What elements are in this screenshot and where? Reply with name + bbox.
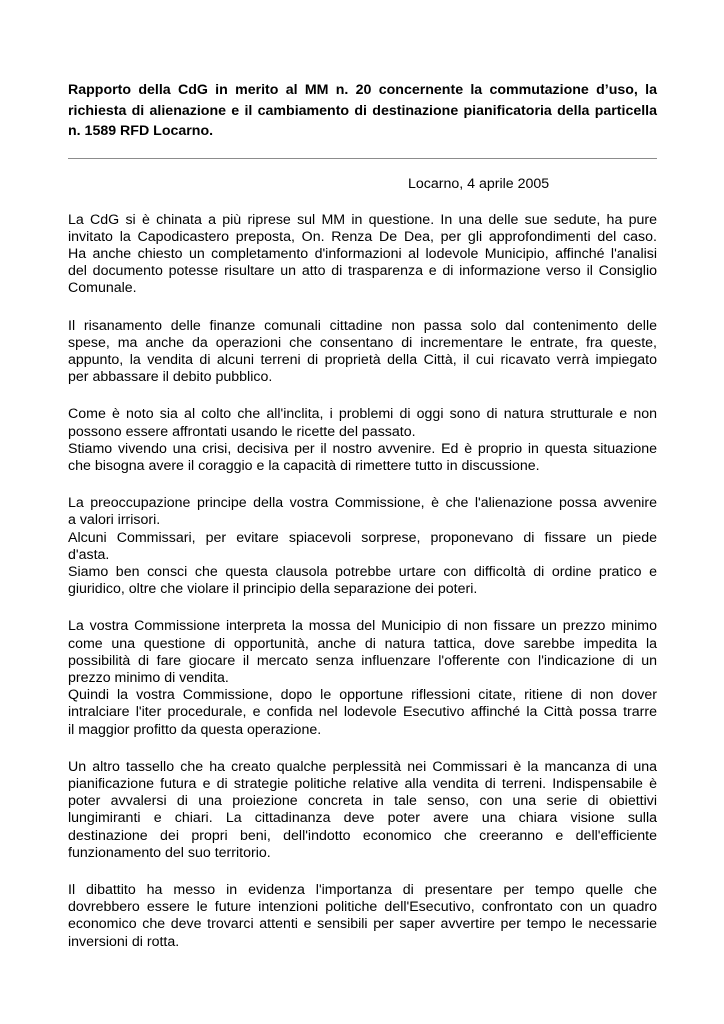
paragraph: [68, 495, 657, 598]
document-date: Locarno, 4 aprile 2005: [408, 175, 550, 192]
paragraph-line: d'asta.: [68, 546, 110, 563]
paragraph-line: Quindi la vostra Commissione, dopo le opportune riflessioni citate, ritiene di non dover: [68, 687, 657, 704]
paragraph-line: appunto, la vendita di alcuni terreni di proprietà della Città, il cui ricavato verrà impiegato: [68, 351, 657, 368]
paragraph-line: destinazione dei propri beni, dell'indotto economico che creeranno e dell'efficiente: [68, 827, 657, 844]
paragraph-line: giuridico, oltre che violare il principio della separazione dei poteri.: [68, 581, 478, 598]
paragraph-line: funzionamento del suo territorio.: [68, 844, 271, 861]
paragraph-line: possibilità di fare giocare il mercato senza influenzare l'offerente con l'indicazione di un: [68, 652, 657, 669]
paragraph: [68, 212, 657, 298]
paragraph-line: La CdG si è chinata a più riprese sul MM in questione. In una delle sue sedute, ha pure: [68, 211, 657, 228]
paragraph-line: prezzo minimo di vendita.: [68, 669, 229, 686]
paragraph-line: possono essere affrontati usando le ricette del passato.: [68, 423, 416, 440]
paragraph-line: a valori irrisori.: [68, 512, 161, 529]
paragraph-line: Comunale.: [68, 280, 137, 297]
paragraph-line: economico che deve trovarci attenti e sensibili per saper avvertire per tempo le necessarie: [68, 916, 657, 933]
paragraph: [68, 406, 657, 475]
paragraph-line: Il dibattito ha messo in evidenza l'importanza di presentare per tempo quelle che: [68, 882, 657, 898]
document-body: [68, 212, 657, 951]
paragraph: [68, 318, 657, 387]
paragraph-line: Ha anche chiesto un completamento d'informazioni al lodevole Municipio, affinché l'analisi: [68, 245, 657, 262]
title-divider: [68, 158, 657, 159]
paragraph-line: Stiamo vivendo una crisi, decisiva per il nostro avvenire. Ed è proprio in questa situazione: [68, 440, 657, 457]
paragraph: [68, 882, 657, 951]
paragraph-line: poter avvalersi di una proiezione concreta in tale senso, con una serie di obiettivi: [68, 793, 657, 810]
paragraph-line: del documento potesse risultare un atto di trasparenza e di informazione verso il Consiglio: [68, 263, 657, 280]
report-title: Rapporto della CdG in merito al MM n. 20 concernente la commutazione d’uso, la richiesta di alienazione e il cambiamento di destinazione pianificatoria della particella n. 1589 RFD Locarno.: [68, 82, 657, 139]
paragraph-line: Il risanamento delle finanze comunali cittadine non passa solo dal contenimento delle: [68, 317, 657, 334]
paragraph-line: intralciare l'iter procedurale, e confida nel lodevole Esecutivo affinché la Città possa trarre: [68, 704, 657, 721]
paragraph-line: pianificazione futura e di strategie politiche relative alla vendita di terreni. Indispensabile è: [68, 775, 657, 792]
paragraph-line: dovrebbero essere le future intenzioni politiche dell'Esecutivo, confrontato con un quadro: [68, 899, 657, 916]
paragraph-line: per abbassare il debito pubblico.: [68, 369, 273, 386]
document-page: [68, 80, 657, 971]
paragraph-line: invitato la Capodicastero preposta, On. Renza De Dea, per gli approfondimenti del caso.: [68, 228, 657, 245]
paragraph-line: Come è noto sia al colto che all'inclita, i problemi di oggi sono di natura strutturale e non: [68, 406, 657, 423]
paragraph-line: lungimiranti e chiari. La cittadinanza deve poter avere una chiara visione sulla: [68, 810, 657, 827]
paragraph-line: Siamo ben consci che questa clausola potrebbe urtare con difficoltà di ordine pratico e: [68, 563, 657, 580]
paragraph-line: Alcuni Commissari, per evitare spiacevoli sorprese, proponevano di fissare un piede: [68, 529, 657, 546]
paragraph-line: come una questione di opportunità, anche di natura tattica, dove sarebbe impedita la: [68, 635, 657, 652]
paragraph-line: che bisogna avere il coraggio e la capacità di rimettere tutto in discussione.: [68, 457, 540, 474]
paragraph-line: il maggior profitto da questa operazione.: [68, 721, 322, 738]
paragraph-line: Un altro tassello che ha creato qualche perplessità nei Commissari è la mancanza di una: [68, 758, 657, 775]
paragraph-line: inversioni di rotta.: [68, 933, 180, 950]
paragraph-line: La preoccupazione principe della vostra Commissione, è che l'alienazione possa avvenire: [68, 495, 657, 512]
paragraph: [68, 618, 657, 738]
paragraph-line: La vostra Commissione interpreta la mossa del Municipio di non fissare un prezzo minimo: [68, 618, 657, 635]
paragraph: [68, 759, 657, 862]
paragraph-line: spese, ma anche da operazioni che consentano di incrementare le entrate, fra queste,: [68, 334, 657, 351]
